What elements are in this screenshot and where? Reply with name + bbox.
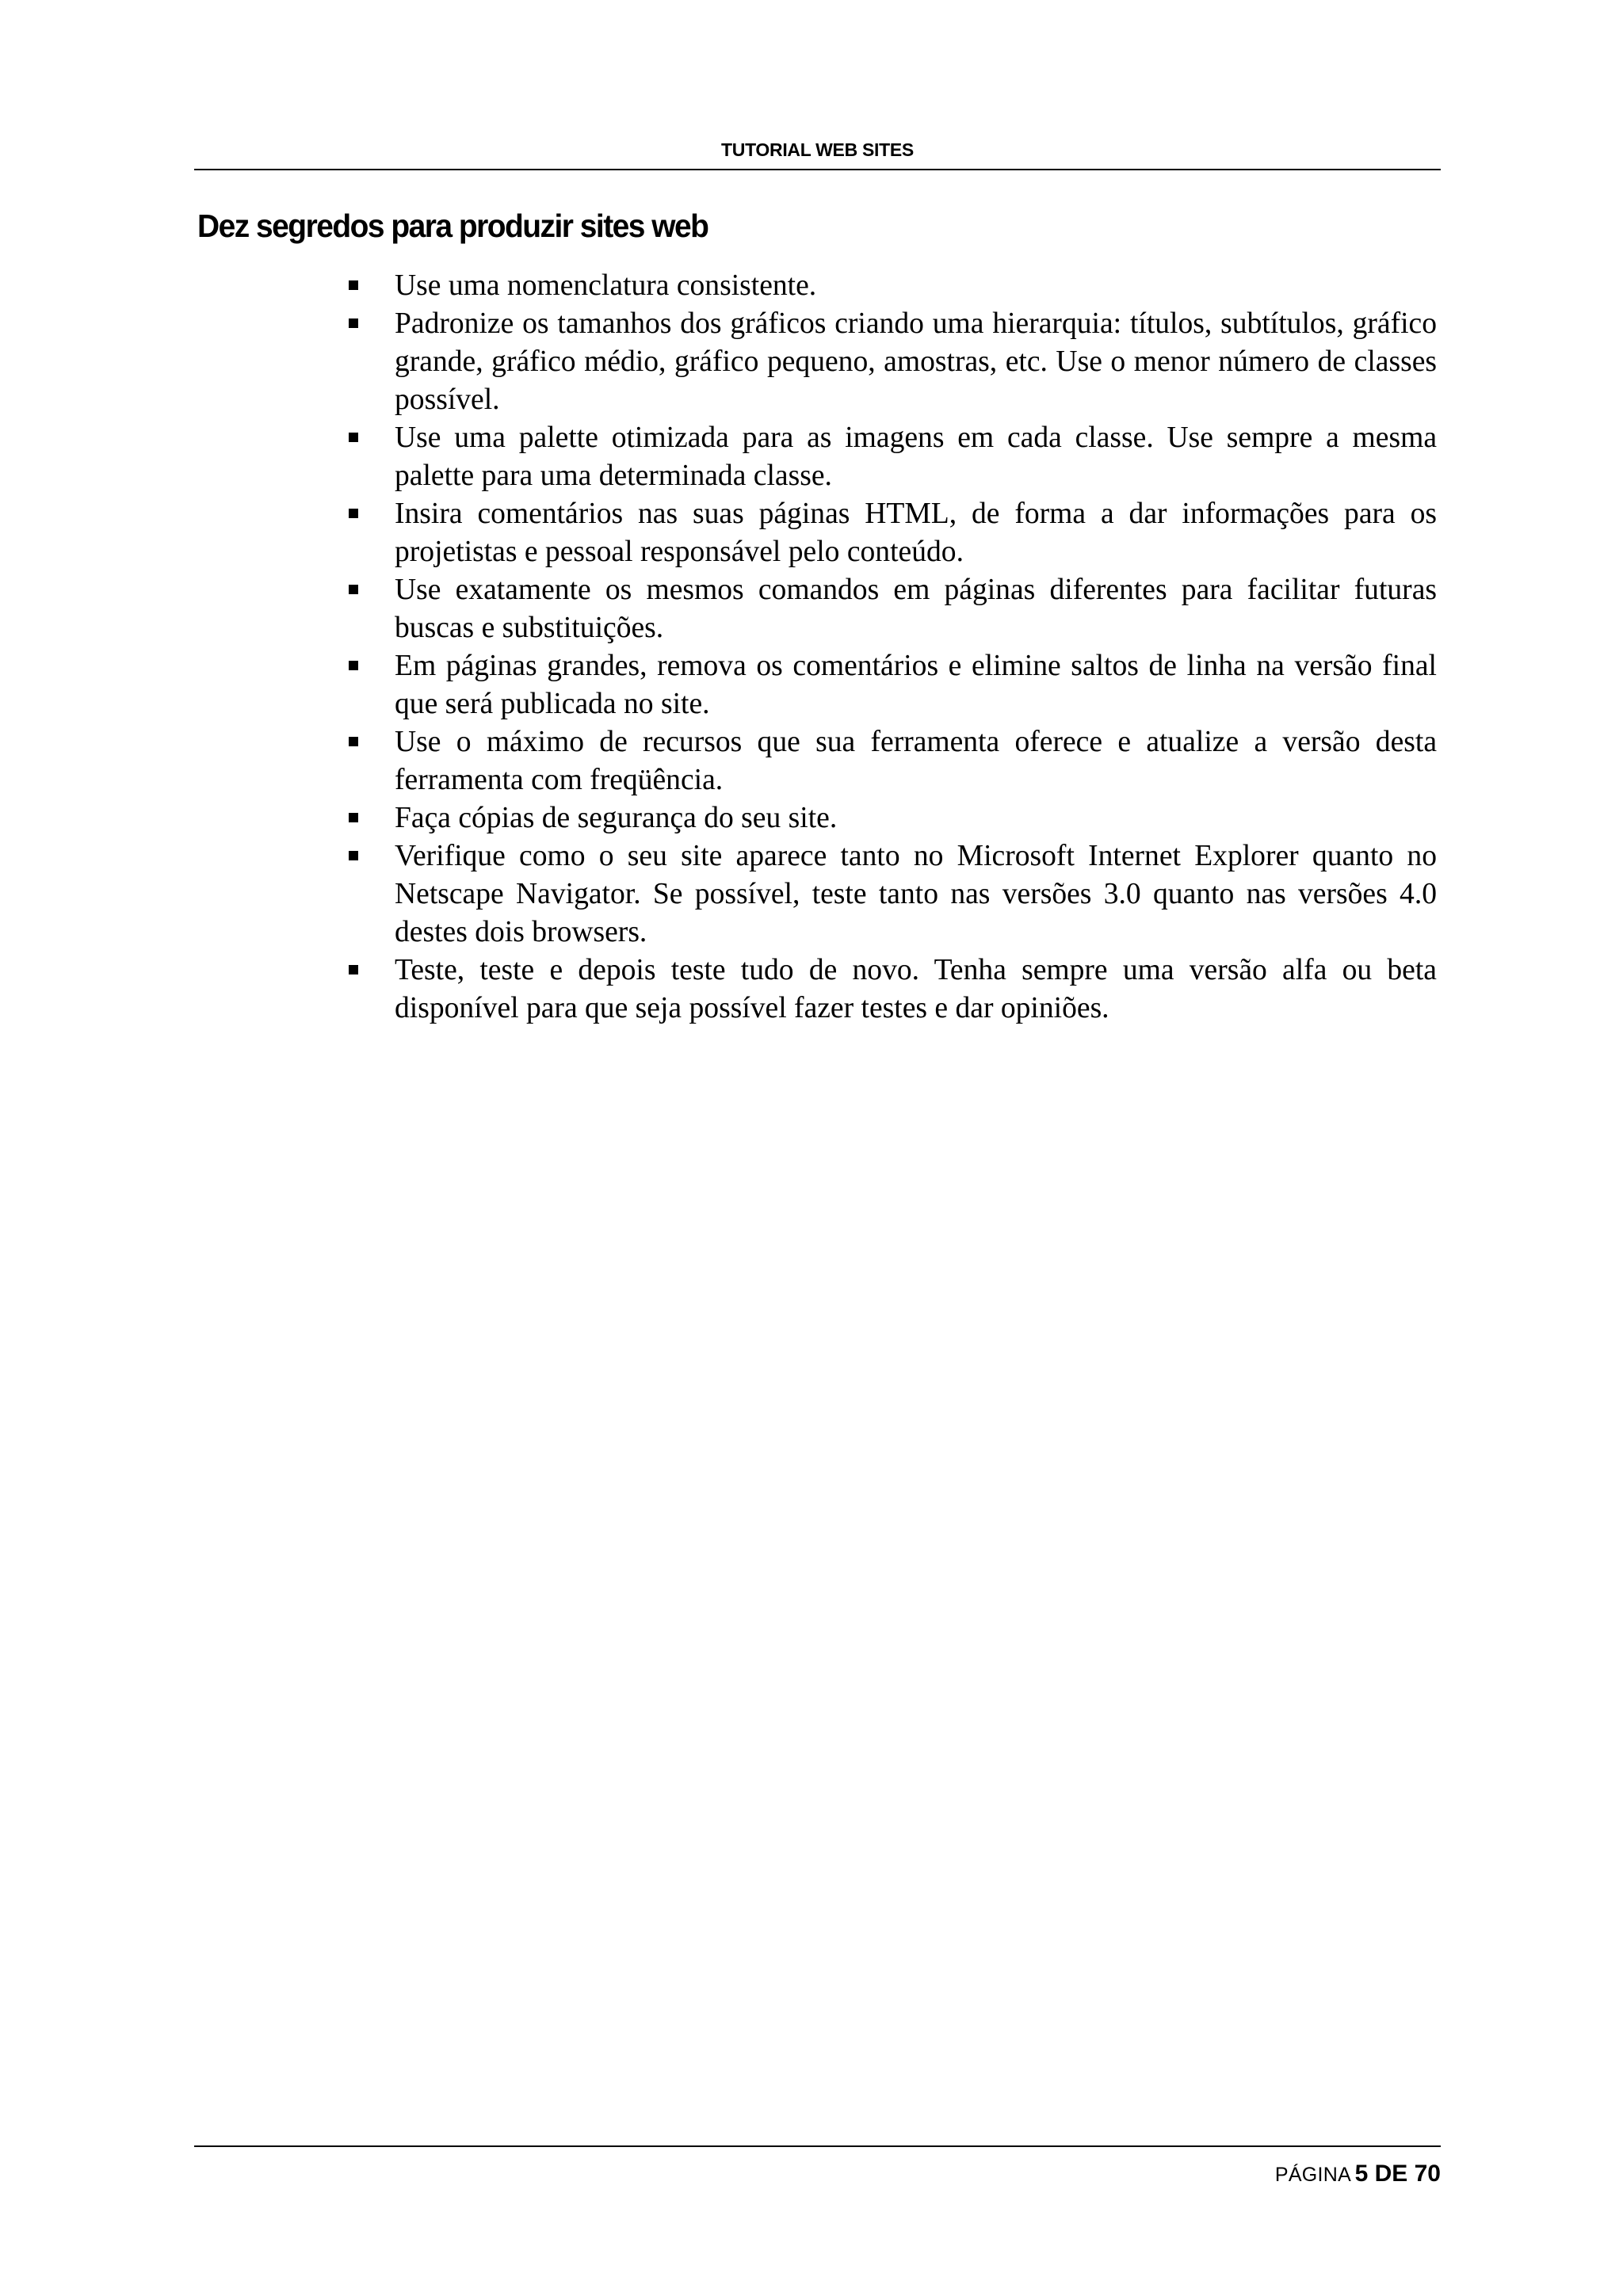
square-bullet-icon — [349, 280, 358, 290]
list-item — [395, 305, 1437, 419]
list-item-text: Verifique como o seu site aparece tanto no Microsoft Internet Explorer quanto no Netscape Navigator. Se possível, teste tanto nas versões 3.0 quanto nas versões 4.0 destes dois browsers. — [395, 840, 1437, 948]
square-bullet-icon — [349, 737, 358, 746]
page-label: PÁGINA — [1274, 2164, 1352, 2186]
square-bullet-icon — [349, 585, 358, 594]
running-header: TUTORIAL WEB SITES — [721, 139, 914, 160]
bullet-list — [395, 267, 1437, 1028]
list-item-text: Em páginas grandes, remova os comentários e elimine saltos de linha na versão final que será publicada no site. — [395, 650, 1437, 720]
footer-rule — [194, 2145, 1441, 2147]
list-item-text: Use uma palette otimizada para as imagens em cada classe. Use sempre a mesma palette para uma determinada classe. — [395, 421, 1437, 492]
square-bullet-icon — [349, 318, 358, 328]
list-item — [395, 799, 1437, 837]
list-item-text: Use o máximo de recursos que sua ferramenta oferece e atualize a versão desta ferramenta com freqüência. — [395, 726, 1437, 796]
list-item-text: Use uma nomenclatura consistente. — [395, 269, 817, 302]
header-rule — [194, 169, 1441, 170]
list-item — [395, 647, 1437, 723]
list-item-text: Insira comentários nas suas páginas HTML, de forma a dar informações para os projetistas e pessoal responsável pelo conteúdo. — [395, 498, 1437, 568]
list-item-text: Teste, teste e depois teste tudo de novo. Tenha sempre uma versão alfa ou beta disponível para que seja possível fazer testes e dar opiniões. — [395, 954, 1437, 1024]
square-bullet-icon — [349, 965, 358, 974]
square-bullet-icon — [349, 851, 358, 860]
list-item — [395, 952, 1437, 1028]
square-bullet-icon — [349, 509, 358, 518]
list-item — [395, 723, 1437, 799]
list-item — [395, 837, 1437, 952]
section-title: Dez segredos para produzir sites web — [197, 208, 708, 244]
list-item — [395, 267, 1437, 305]
list-item-text: Use exatamente os mesmos comandos em páginas diferentes para facilitar futuras buscas e substituições. — [395, 574, 1437, 644]
square-bullet-icon — [349, 661, 358, 670]
list-item-text: Padronize os tamanhos dos gráficos criando uma hierarquia: títulos, subtítulos, gráfico grande, gráfico médio, gráfico pequeno, amostras, etc. Use o menor número de classes possível. — [395, 307, 1437, 416]
square-bullet-icon — [349, 813, 358, 822]
page-number: 5 DE 70 — [1354, 2161, 1441, 2187]
list-item — [395, 495, 1437, 571]
list-item — [395, 419, 1437, 495]
square-bullet-icon — [349, 433, 358, 442]
list-item-text: Faça cópias de segurança do seu site. — [395, 802, 838, 834]
list-item — [395, 571, 1437, 647]
page-footer — [1275, 2161, 1441, 2187]
